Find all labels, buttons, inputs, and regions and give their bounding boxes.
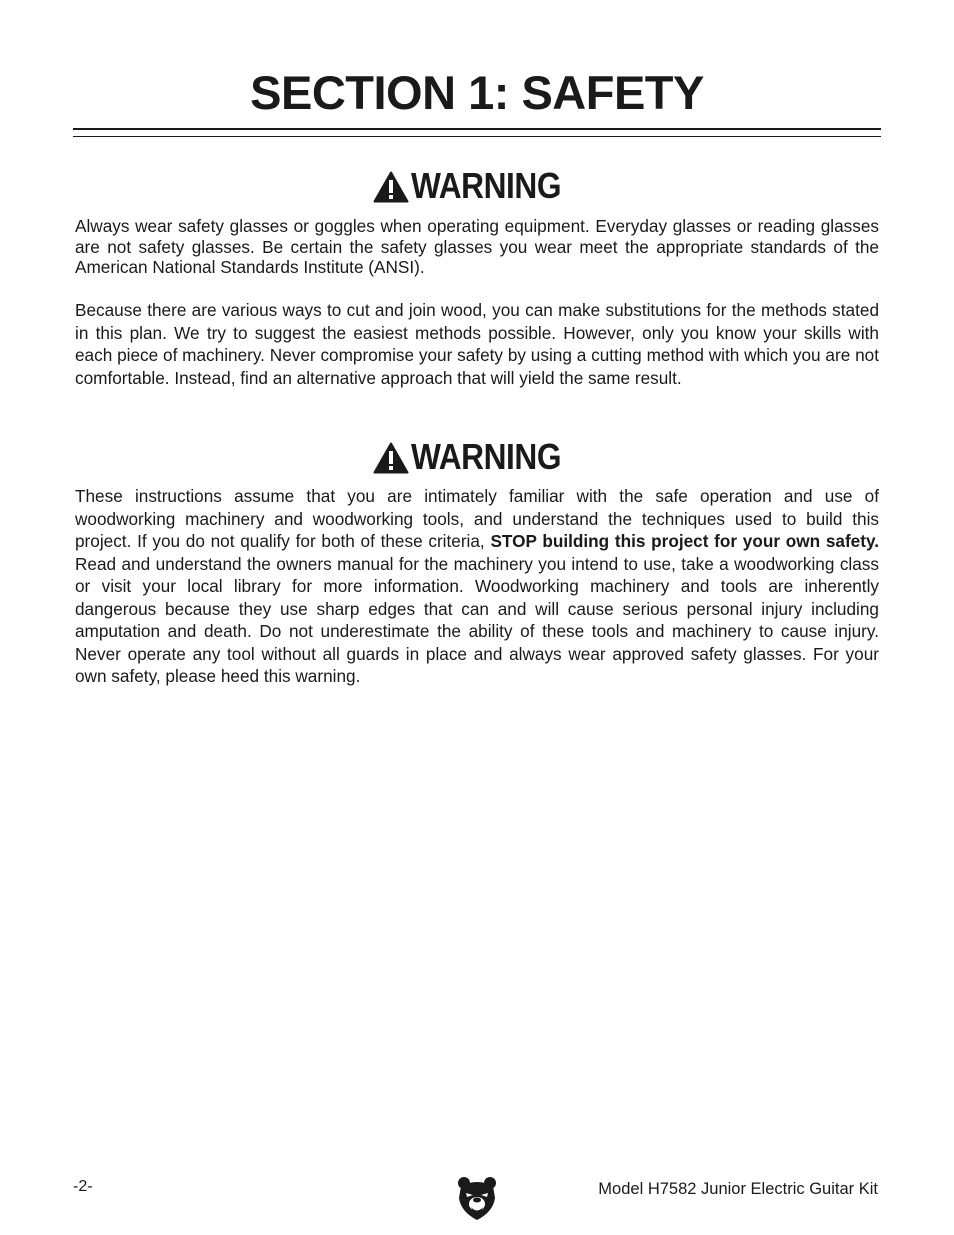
page-number: -2-	[73, 1178, 93, 1195]
title-rule-top	[73, 128, 881, 130]
warning-1-paragraph-2: Because there are various ways to cut and join wood, you can make substitutions for the methods stated in this plan. We try to suggest the easiest methods possible. However, only you know your skills with each piece of machinery. Never compromise your safety by using a cutting method with which you are not comfortable. Instead, find an alternative approach that will yield the same result.	[75, 300, 879, 388]
warning-2-text-start: These instructions assume that you are intimately familiar with the safe operation and use of woodworking machinery and woodworking tools, and understand the techniques used to build this project. If you do not qualify for both of these criteria,	[75, 486, 879, 551]
warning-heading-2	[0, 437, 954, 477]
title-rule-bottom	[73, 136, 881, 137]
warning-triangle-icon	[373, 442, 409, 474]
warning-2-bold-text: STOP building this project for your own safety.	[490, 531, 880, 551]
model-name: Model H7582 Junior Electric Guitar Kit	[598, 1180, 878, 1198]
warning-label: WARNING	[411, 165, 562, 206]
warning-2-text-end: Read and understand the owners manual for the machinery you intend to use, take a woodworking class or visit your local library for more information. Woodworking machinery and tools are inherently dangerous because they use sharp edges that can and will cause serious personal injury including amputation and death. Do not underestimate the ability of these tools and machinery to cause injury. Never operate any tool without all guards in place and always wear approved safety glasses. For your own safety, please heed this warning.	[75, 553, 879, 686]
page-title: SECTION 1: SAFETY	[250, 66, 704, 119]
warning-1-paragraph-1: Always wear safety glasses or goggles when operating equipment. Everyday glasses or reading glasses are not safety glasses. Be certain the safety glasses you wear meet the appropriate standards of the American National Standards Institute (ANSI).	[75, 216, 879, 277]
warning-2-paragraph	[75, 485, 879, 688]
warning-triangle-icon	[373, 171, 409, 203]
warning-heading-1	[0, 166, 954, 206]
bear-logo-icon	[457, 1176, 497, 1222]
warning-label: WARNING	[411, 436, 562, 477]
